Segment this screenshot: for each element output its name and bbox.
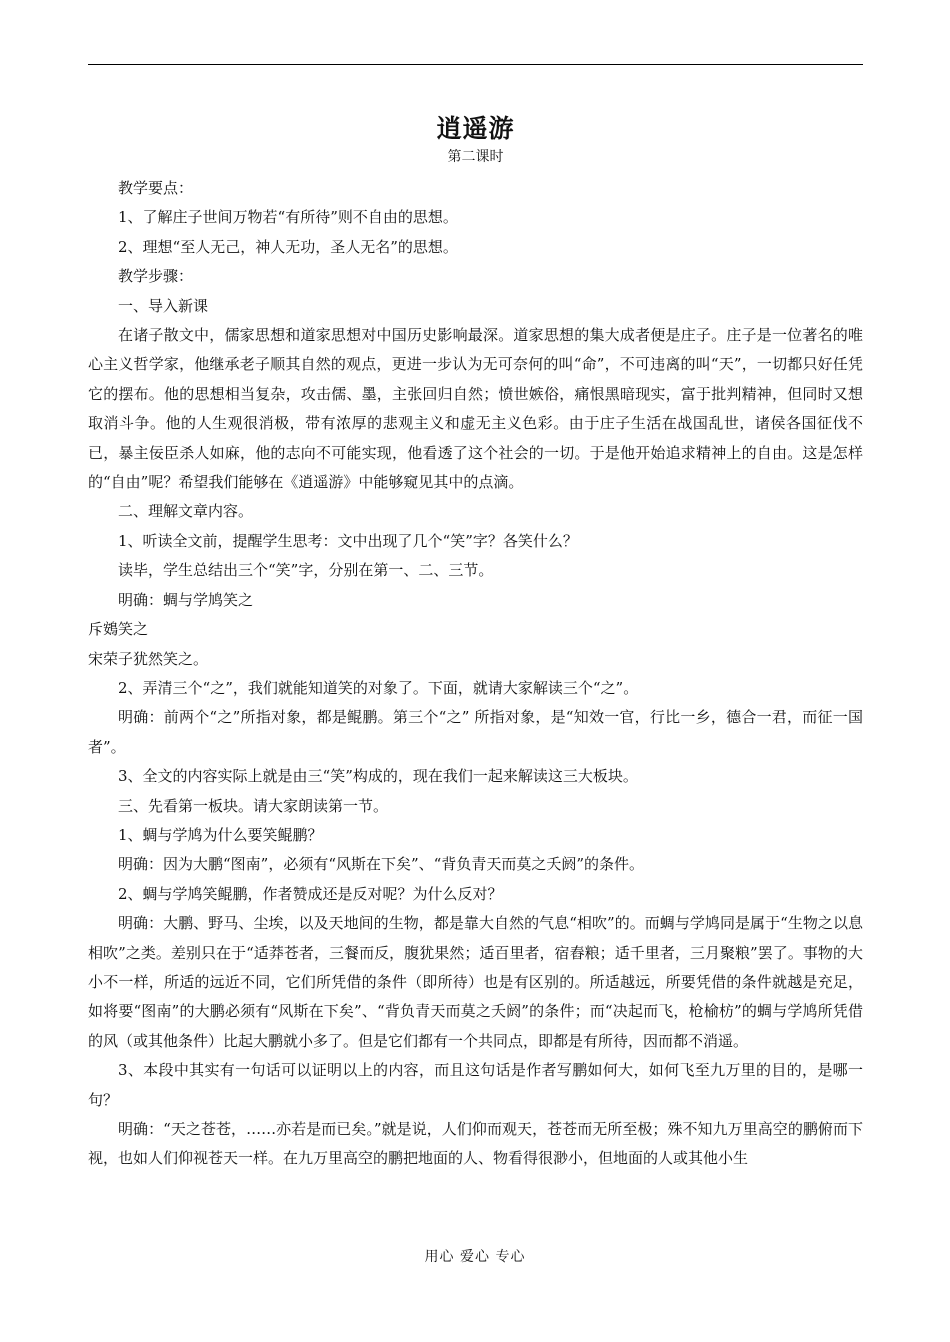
paragraph: 明确：前两个“之”所指对象，都是鲲鹏。第三个“之” 所指对象，是“知效一官，行比一乡，德合一君，而征一国者”。 xyxy=(88,708,863,756)
paragraph: 一、导入新课 xyxy=(118,296,209,315)
header-rule xyxy=(88,64,863,65)
paragraph: 三、先看第一板块。请大家朗读第一节。 xyxy=(118,796,389,815)
paragraph: 1、听读全文前，提醒学生思考：文中出现了几个“笑”字？各笑什么？ xyxy=(118,531,578,550)
paragraph: 明确：因为大鹏“图南”，必须有“风斯在下矣”、“背负青天而莫之夭阏”的条件。 xyxy=(118,855,645,874)
paragraph: 2、弄清三个“之”，我们就能知道笑的对象了。下面，就请大家解读三个“之”。 xyxy=(118,678,639,697)
paragraph: 2、理想“至人无己，神人无功，圣人无名”的思想。 xyxy=(118,237,458,256)
document-title: 逍遥游 xyxy=(436,114,515,143)
paragraph: 斥鴳笑之 xyxy=(88,620,149,639)
document-body xyxy=(88,112,863,1174)
lesson-content xyxy=(88,174,863,1174)
paragraph: 教学要点： xyxy=(118,179,194,197)
paragraph: 明确：蜩与学鸠笑之 xyxy=(118,590,254,609)
paragraph: 1、了解庄子世间万物若“有所待”则不自由的思想。 xyxy=(118,208,458,227)
paragraph: 宋荣子犹然笑之。 xyxy=(88,649,209,668)
paragraph: 3、全文的内容实际上就是由三“笑”构成的，现在我们一起来解读这三大板块。 xyxy=(118,767,638,786)
paragraph: 在诸子散文中，儒家思想和道家思想对中国历史影响最深。道家思想的集大成者便是庄子。庄子是一位著名的唯心主义哲学家，他继承老子顺其自然的观点，更进一步认为无可奈何的叫“命”，不可违离的叫“天”，一切都只好任凭它的摆布。他的思想相当复杂，攻击儒、墨，主张回归自然；愤世嫉俗，痛恨黑暗现实，富于批判精神，但同时又想取消斗争。他的人生观很消极，带有浓厚的悲观主义和虚无主义色彩。由于庄子生活在战国乱世，诸侯各国征伐不已，暴主佞臣杀人如麻，他的志向不可能实现，他看透了这个社会的一切。于是他开始追求精神上的自由。这是怎样的“自由”呢？希望我们能够在《逍遥游》中能够窥见其中的点滴。 xyxy=(88,326,863,492)
paragraph: 读毕，学生总结出三个“笑”字，分别在第一、二、三节。 xyxy=(118,561,494,580)
paragraph: 1、蜩与学鸠为什么要笑鲲鹏？ xyxy=(118,825,323,844)
document-subtitle: 第二课时 xyxy=(447,149,504,165)
paragraph: 3、本段中其实有一句话可以证明以上的内容，而且这句话是作者写鹏如何大，如何飞至九万里的目的，是哪一句？ xyxy=(88,1061,863,1109)
paragraph: 2、蜩与学鸠笑鲲鹏，作者赞成还是反对呢？为什么反对？ xyxy=(118,884,503,903)
paragraph: 二、理解文章内容。 xyxy=(118,502,254,521)
paragraph: 明确：“天之苍苍，……亦若是而已矣。”就是说，人们仰而观天，苍苍而无所至极；殊不知九万里高空的鹏俯而下视，也如人们仰视苍天一样。在九万里高空的鹏把地面的人、物看得很渺小，但地面的人或其他小生 xyxy=(88,1120,863,1168)
paragraph: 教学步骤： xyxy=(118,267,194,286)
page-footer: 用心 爱心 专心 xyxy=(424,1249,526,1265)
paragraph: 明确：大鹏、野马、尘埃，以及天地间的生物，都是靠大自然的气息“相吹”的。而蜩与学鸠同是属于“生物之以息相吹”之类。差别只在于“适莽苍者，三餐而反，腹犹果然；适百里者，宿舂粮；适千里者，三月聚粮”罢了。事物的大小不一样，所适的远近不同，它们所凭借的条件（即所待）也是有区别的。所适越远，所要凭借的条件就越是充足，如将要“图南”的大鹏必须有“风斯在下矣”、“背负青天而莫之夭阏”的条件；而“决起而飞，枪榆枋”的蜩与学鸠所凭借的风（或其他条件）比起大鹏就小多了。但是它们都有一个共同点，即都是有所待，因而都不消遥。 xyxy=(88,914,863,1050)
